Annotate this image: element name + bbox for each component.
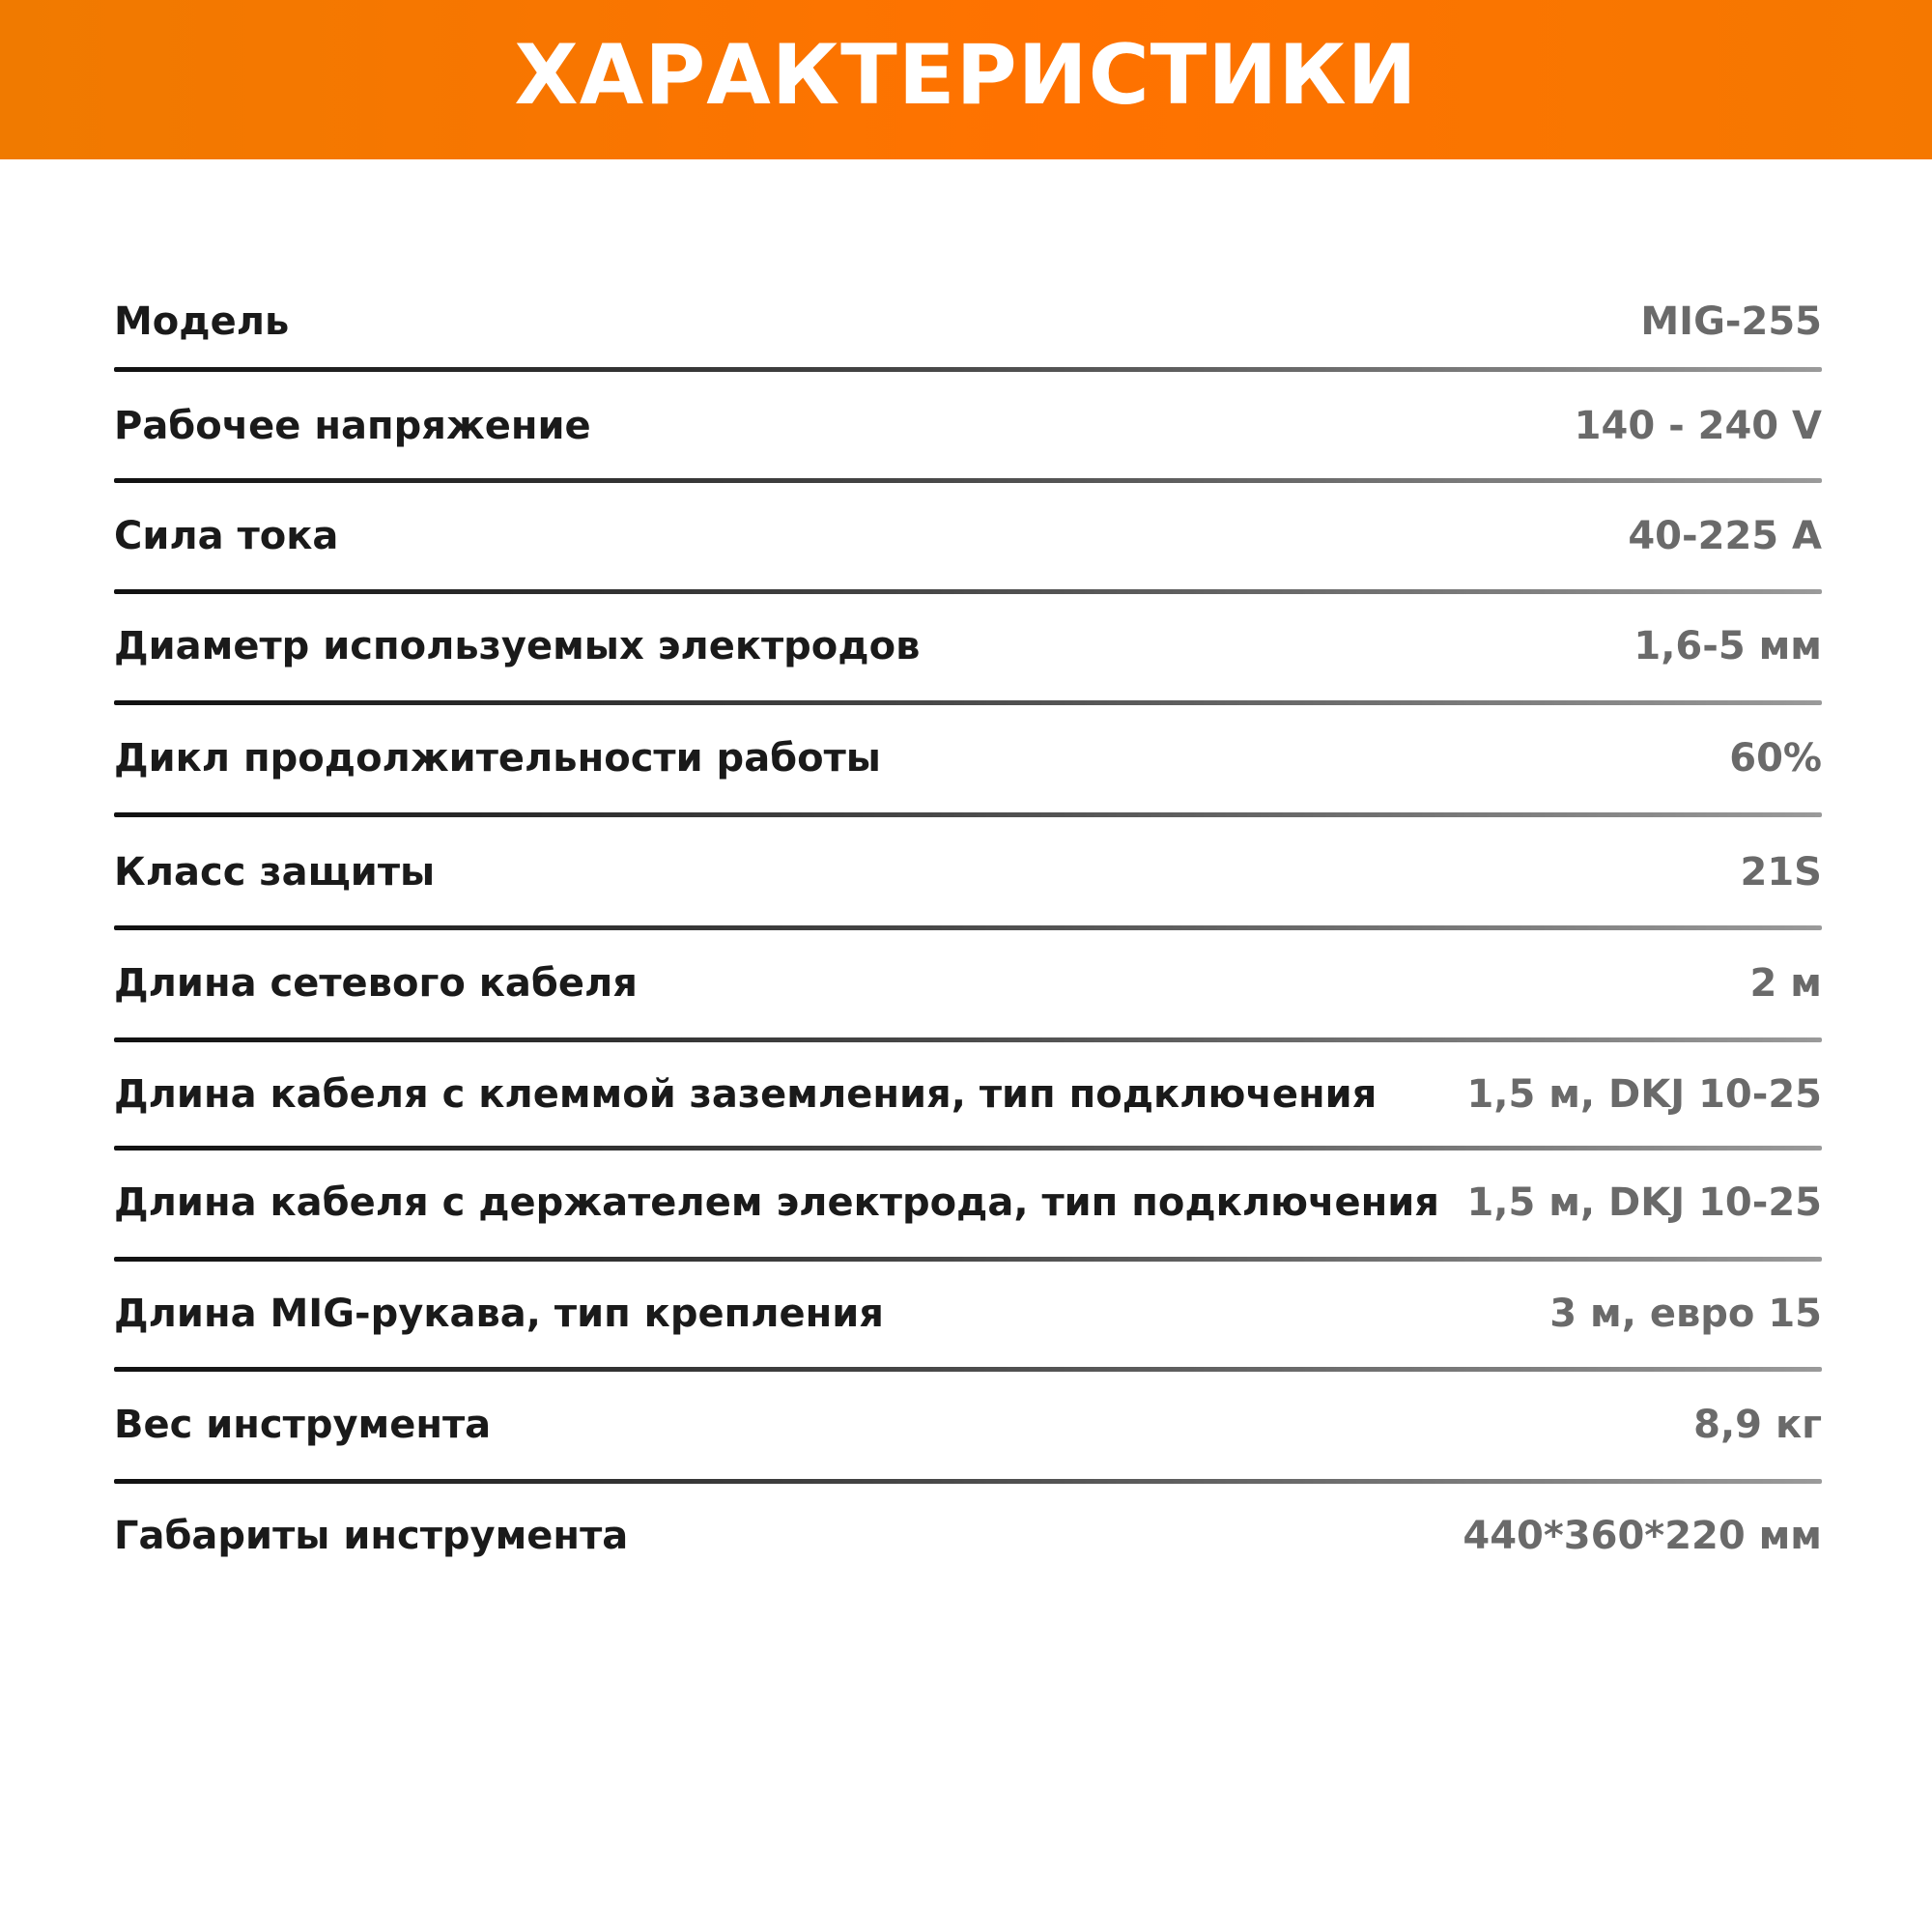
spec-row-mig-hose: [114, 1292, 1822, 1336]
row-divider: [114, 367, 1822, 372]
spec-label: Модель: [114, 299, 290, 344]
spec-value: 440*360*220 мм: [1463, 1514, 1822, 1558]
spec-label: Длина кабеля с клеммой заземления, тип подключения: [114, 1072, 1378, 1117]
spec-value: 1,5 м, DKJ 10-25: [1466, 1180, 1822, 1225]
spec-value: 60%: [1729, 736, 1822, 781]
spec-row-ground-cable: [114, 1072, 1822, 1117]
spec-label: Габариты инструмента: [114, 1514, 629, 1558]
row-divider: [114, 589, 1822, 594]
spec-value: 1,5 м, DKJ 10-25: [1466, 1072, 1822, 1117]
spec-label: Вес инструмента: [114, 1403, 492, 1447]
row-divider: [114, 925, 1822, 930]
spec-row-weight: [114, 1403, 1822, 1447]
spec-label: Дикл продолжительности работы: [114, 736, 881, 781]
spec-value: 1,6-5 мм: [1634, 624, 1822, 668]
spec-value: 8,9 кг: [1693, 1403, 1822, 1447]
row-divider: [114, 1479, 1822, 1484]
row-divider: [114, 1257, 1822, 1262]
page-title: ХАРАКТЕРИСТИКИ: [514, 26, 1418, 124]
spec-label: Рабочее напряжение: [114, 404, 591, 448]
spec-value: 21S: [1740, 850, 1822, 895]
spec-value: 3 м, евро 15: [1549, 1292, 1822, 1336]
spec-label: Длина кабеля с держателем электрода, тип подключения: [114, 1180, 1439, 1225]
spec-row-holder-cable: [114, 1180, 1822, 1225]
spec-value: 2 м: [1749, 961, 1822, 1006]
row-divider: [114, 700, 1822, 705]
row-divider: [114, 1367, 1822, 1372]
spec-row-dimensions: [114, 1514, 1822, 1558]
spec-row-duty-cycle: [114, 736, 1822, 781]
spec-row-current: [114, 514, 1822, 558]
spec-label: Диаметр используемых электродов: [114, 624, 921, 668]
row-divider: [114, 478, 1822, 483]
spec-value: 40-225 А: [1628, 514, 1822, 558]
spec-row-model: [114, 299, 1822, 344]
spec-value: MIG-255: [1640, 299, 1822, 344]
spec-row-electrode-diameter: [114, 624, 1822, 668]
spec-row-protection-class: [114, 850, 1822, 895]
spec-row-power-cable: [114, 961, 1822, 1006]
spec-table: [114, 0, 1822, 1932]
spec-label: Длина сетевого кабеля: [114, 961, 638, 1006]
row-divider: [114, 1146, 1822, 1151]
spec-value: 140 - 240 V: [1574, 404, 1822, 448]
row-divider: [114, 812, 1822, 817]
spec-label: Сила тока: [114, 514, 339, 558]
spec-row-voltage: [114, 404, 1822, 448]
row-divider: [114, 1037, 1822, 1042]
spec-label: Длина MIG-рукава, тип крепления: [114, 1292, 884, 1336]
spec-label: Класс защиты: [114, 850, 436, 895]
